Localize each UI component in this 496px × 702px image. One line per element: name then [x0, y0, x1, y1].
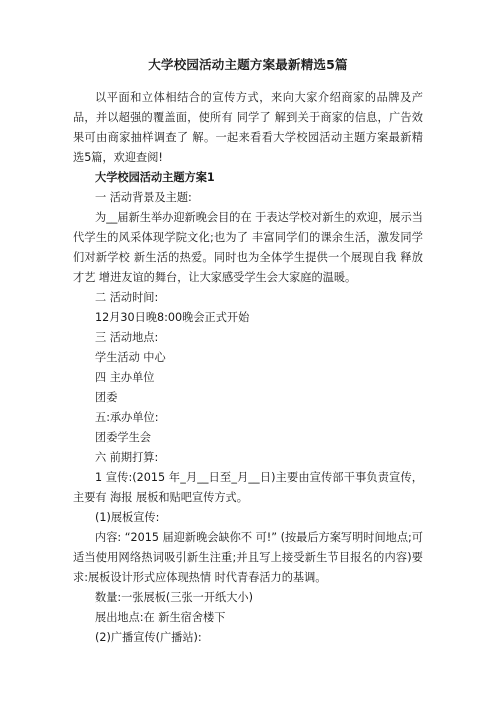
- intro-paragraph: 以平面和立体相结合的宣传方式，来向大家介绍商家的品牌及产品，并以超强的覆盖面，使所有 同学了 解到关于商家的信息，广告效果可由商家抽样调查了 解。一起来看看大学校园活动主题方案最新精选5篇，欢迎查阅!: [73, 91, 423, 164]
- paragraph-host-heading: 四 主办单位: [95, 371, 155, 384]
- paragraph-location-heading: 三 活动地点:: [95, 331, 159, 344]
- paragraph-organizer-heading: 五:承办单位:: [95, 411, 159, 424]
- paragraph-publicity: 1 宣传:(2015 年_月__日至_月__日)主要由宣传部干事负责宣传，主要有 海报 展板和贴吧宣传方式。: [73, 471, 423, 504]
- paragraph-board-content: 内容: “2015 届迎新晚会缺你不 可!” (按最后方案写明时间地点;可适当使用网络热词吸引新生注重;并且写上接受新生节目报名的内容)要求:展板设计形式应体现热情 时代青春活力的基调。: [73, 531, 423, 584]
- paragraph-time-body: 12月30日晚8:00晚会正式开始: [95, 311, 250, 324]
- paragraph-time-heading: 二 活动时间:: [95, 291, 159, 304]
- paragraph-background-heading: 一 活动背景及主题:: [95, 191, 192, 204]
- paragraph-prep-heading: 六 前期打算:: [95, 451, 159, 464]
- paragraph-board-location: 展出地点:在 新生宿舍楼下: [95, 611, 226, 624]
- paragraph-background-body: 为__届新生举办迎新晚会目的在 于表达学校对新生的欢迎，展示当代学生的风采体现学院文化;也为了 丰富同学们的课余生活，激发同学们对新学校 新生活的热爱。同时也为全体学生提供一个展现自我 释放才艺 增进友谊的舞台，让大家感受学生会大家庭的温暖。: [73, 211, 423, 284]
- paragraph-board-heading: (1)展板宣传:: [95, 511, 160, 524]
- document-page: [73, 56, 423, 648]
- paragraph-location-body: 学生活动 中心: [95, 351, 166, 364]
- paragraph-host-body: 团委: [95, 391, 118, 404]
- section-heading-plan-1: 大学校园活动主题方案1: [95, 171, 215, 184]
- document-title: 大学校园活动主题方案最新精选5篇: [148, 57, 348, 72]
- paragraph-radio-heading: (2)广播宣传(广播站):: [95, 631, 202, 644]
- paragraph-organizer-body: 团委学生会: [95, 431, 151, 444]
- paragraph-board-quantity: 数量:一张展板(三张一开纸大小): [95, 591, 253, 604]
